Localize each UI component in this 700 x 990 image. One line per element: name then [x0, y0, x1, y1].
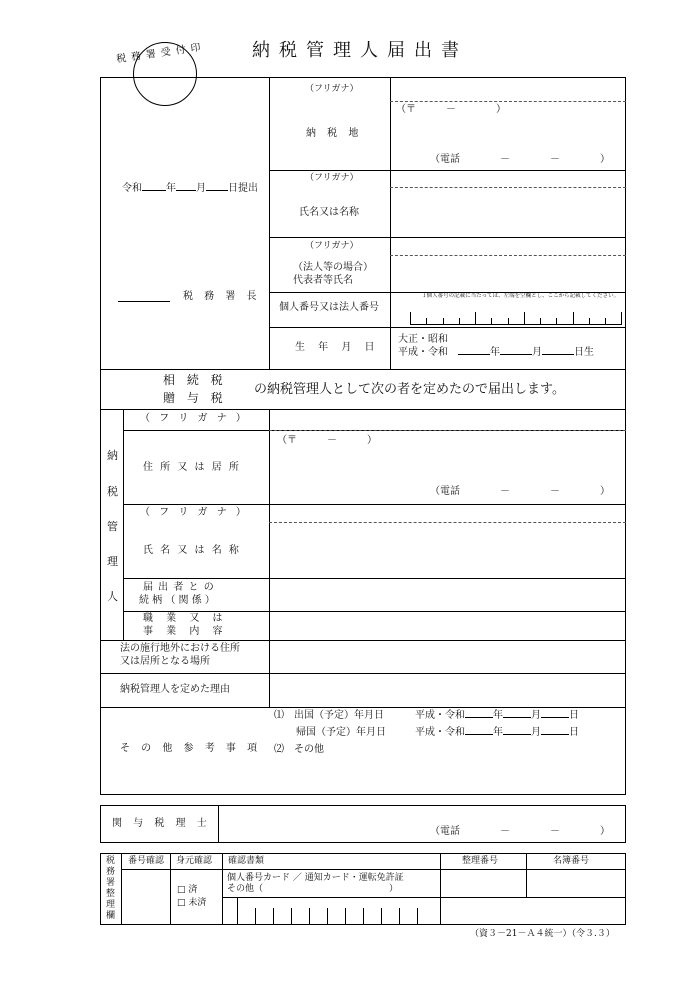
agent-postal: （〒 － ）	[277, 435, 377, 446]
agent-relation-label-1: 届 出 者 と の	[143, 582, 215, 593]
identity-done-checkbox[interactable]: □ 済	[177, 885, 198, 895]
agent-address-furigana-field[interactable]	[271, 411, 624, 429]
agent-side-label-5: 人	[107, 590, 118, 603]
name-label: 氏名又は名称	[299, 207, 359, 218]
identity-not-done-checkbox[interactable]: □ 未済	[177, 898, 207, 908]
reason-label: 納税管理人を定めた理由	[120, 684, 230, 695]
tax-place-furigana-field[interactable]	[392, 79, 624, 100]
other-notes-label: そ の 他 参 考 事 項	[120, 743, 262, 754]
domicile-field[interactable]	[271, 642, 624, 672]
agent-side-label-2: 税	[107, 485, 118, 498]
statement-text: の納税管理人として次の者を定めたので届出します。	[254, 382, 565, 397]
other-item-row: ⑵ その他	[274, 744, 324, 755]
tax-type-inheritance: 相 続 税	[163, 373, 227, 387]
tax-office-blank[interactable]	[118, 301, 170, 302]
office-side-3: 署	[106, 878, 116, 888]
agent-job-label-1: 職 業 又 は	[143, 613, 223, 624]
agent-furigana-label-2: （ フ リ ガ ナ ）	[140, 507, 249, 518]
agent-side-label-3: 管	[107, 520, 118, 533]
agent-name-label: 氏 名 又 は 名 称	[143, 545, 241, 556]
tax-type-gift: 贈 与 税	[163, 391, 227, 405]
return-row: 帰国（予定）年月日	[296, 727, 386, 738]
number-check-header: 番号確認	[128, 856, 165, 866]
representative-label-1: （法人等の場合）	[293, 262, 373, 273]
reception-stamp-label: 税務署受付印	[115, 41, 207, 66]
agent-name-furigana-field[interactable]	[271, 506, 624, 521]
departure-row: ⑴ 出国（予定）年月日	[274, 710, 384, 721]
furigana-label-3: （フリガナ）	[305, 241, 359, 251]
domicile-label-2: 又は居所となる場所	[120, 656, 210, 667]
ref-number-header: 整理番号	[462, 856, 499, 866]
doc-type-line-2: その他（ ）	[227, 884, 399, 894]
agent-side-label-1: 納	[107, 449, 118, 462]
birthdate-label: 生 年 月 日	[295, 342, 380, 353]
id-number-field[interactable]	[410, 300, 622, 326]
accountant-phone: （電話 － － ）	[430, 826, 610, 837]
form-code-footer: （資３－21－Ａ４統一）（令３.３）	[470, 929, 615, 939]
form-title: 納税管理人届出書	[252, 40, 468, 61]
tax-place-phone: （電話 － － ）	[430, 154, 610, 165]
office-side-5: 理	[106, 900, 116, 910]
furigana-label-2: （フリガナ）	[305, 173, 359, 183]
birth-era-2: 平成・令和 年 月 日生	[398, 347, 594, 358]
name-furigana-field[interactable]	[392, 172, 624, 186]
doc-type-line-1: 個人番号カード ／ 通知カード・運転免許証	[227, 873, 404, 883]
registry-number-header: 名簿番号	[553, 856, 590, 866]
agent-name-field[interactable]	[271, 524, 624, 577]
office-side-2: 務	[106, 867, 116, 877]
agent-side-label-4: 理	[107, 555, 118, 568]
rep-furigana-field[interactable]	[392, 239, 624, 254]
identity-check-header: 身元確認	[176, 856, 213, 866]
office-side-1: 税	[106, 856, 116, 866]
name-field[interactable]	[392, 189, 624, 236]
reason-field[interactable]	[271, 675, 624, 706]
office-side-6: 欄	[106, 911, 116, 921]
other-notes-field[interactable]	[271, 760, 624, 794]
agent-relation-label-2: 続 柄 （ 関 係 ）	[139, 595, 215, 606]
agent-job-label-2: 事 業 内 容	[143, 626, 223, 637]
furigana-label-1: （フリガナ）	[305, 84, 359, 94]
id-number-label: 個人番号又は法人番号	[279, 302, 379, 313]
accountant-label: 関 与 税 理 士	[112, 818, 211, 829]
agent-phone: （電話 － － ）	[430, 486, 610, 497]
agent-relation-field[interactable]	[271, 580, 624, 610]
agent-job-field[interactable]	[271, 613, 624, 639]
id-number-note: ↓個人番号の記載に当たっては、左端を空欄とし、ここから記載してください。	[422, 293, 620, 299]
departure-date: 平成・令和 年 月 日	[415, 710, 579, 721]
tax-office-label: 税 務 署 長	[183, 291, 261, 302]
representative-label-2: 代表者等氏名	[293, 275, 353, 286]
office-side-4: 整	[106, 889, 116, 899]
domicile-label-1: 法の施行地外における住所	[120, 643, 240, 654]
agent-address-label: 住 所 又 は 居 所	[143, 462, 241, 473]
doc-type-header: 確認書類	[228, 856, 265, 866]
tax-place-postal: （〒 － ）	[396, 104, 506, 115]
agent-furigana-label-1: （ フ リ ガ ナ ）	[140, 413, 249, 424]
return-date: 平成・令和 年 月 日	[415, 727, 579, 738]
birth-era-1: 大正・昭和	[398, 334, 448, 345]
tax-place-label: 納 税 地	[306, 128, 363, 139]
submission-date: 令和 年 月 日提出	[122, 183, 258, 194]
rep-name-field[interactable]	[392, 257, 624, 291]
